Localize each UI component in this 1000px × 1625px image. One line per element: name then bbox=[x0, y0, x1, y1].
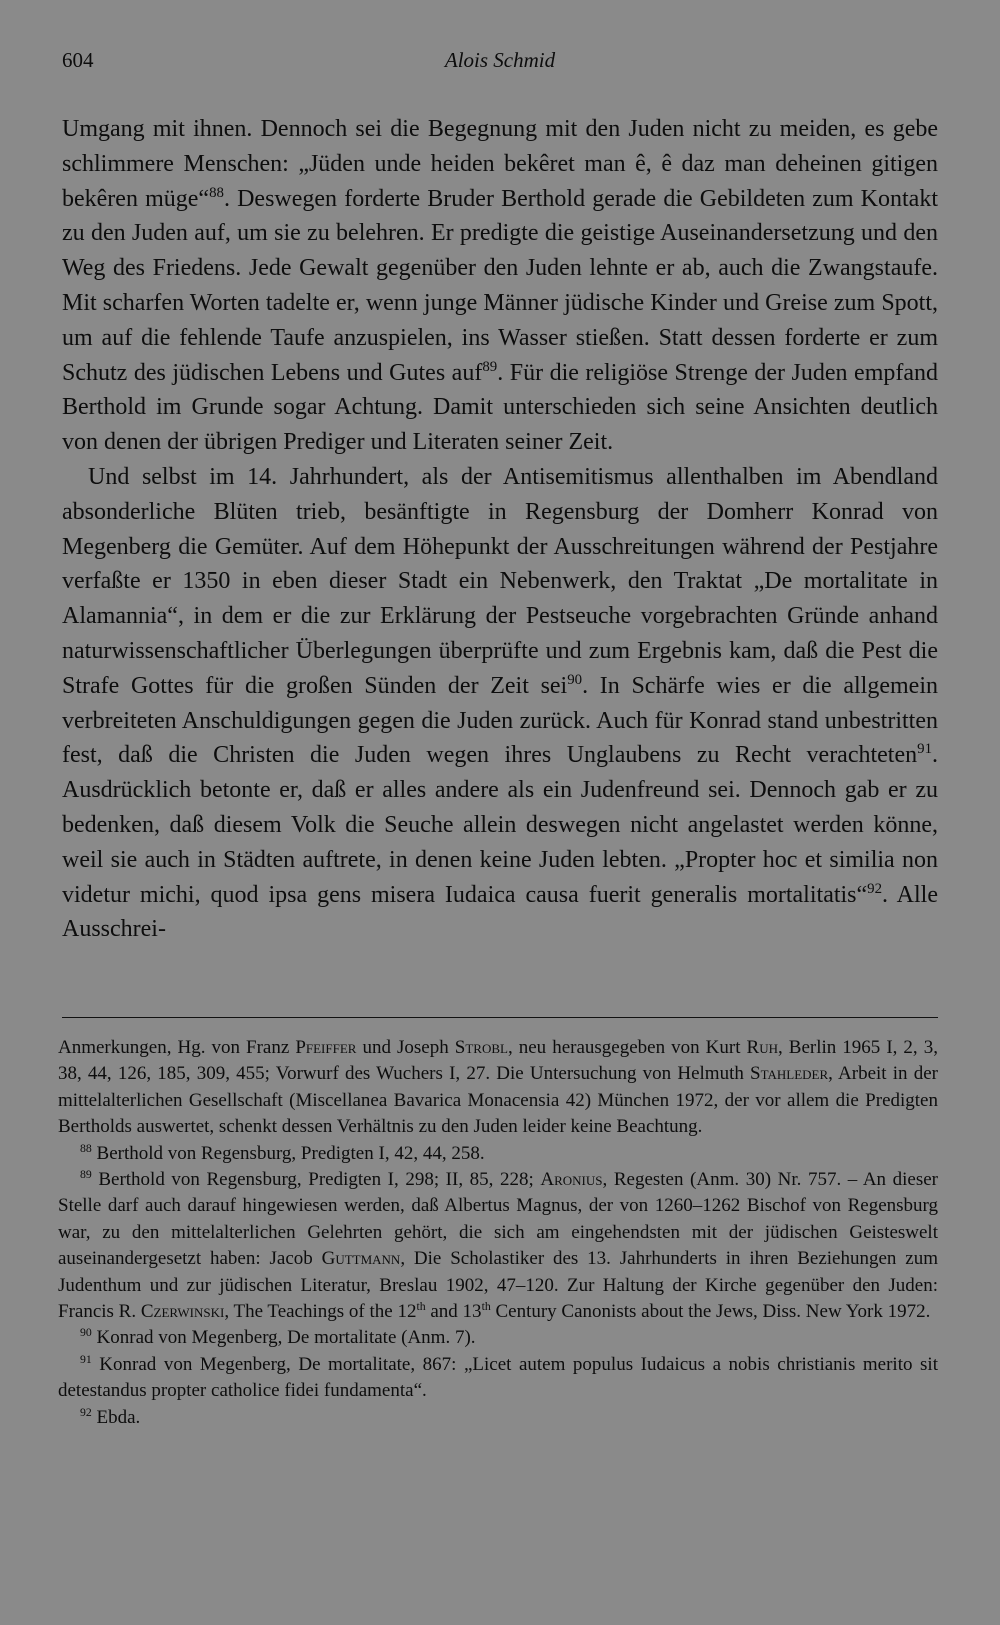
footnote-number: 90 bbox=[80, 1326, 92, 1340]
text-run: Konrad von Megenberg, De mortalitate (Anm. 7). bbox=[91, 1327, 476, 1349]
footnote-continuation bbox=[58, 1035, 938, 1141]
text-run: , Die Scholastiker des 13. Jahrhunderts in ihren Beziehungen zum Judenthum und zur jüdischen Literatur, Breslau 1902, 47–120. Zur Haltung der Kirche gegenüber den Juden: Francis R. bbox=[58, 1248, 938, 1323]
footnote-91 bbox=[58, 1352, 938, 1405]
text-run: Umgang mit ihnen. Dennoch sei die Begegnung mit den Juden nicht zu meiden, es gebe schlimmere Menschen: „Jüden unde heiden bekêret man ê, ê daz man deheinen gitigen bekêren müge“ bbox=[62, 116, 938, 212]
footnote-ref-92: 92 bbox=[867, 880, 883, 897]
page-header bbox=[0, 42, 1000, 82]
text-run: Und selbst im 14. Jahrhundert, als der Antisemitismus allenthalben im Abendland absonderliche Blüten trieb, besänftigte in Regensburg der Domherr Konrad von Megenberg die Gemüter. Auf dem Höhepunkt der Ausschreitungen während der Pestjahre verfaßte er 1350 in eben dieser Stadt ein Nebenwerk, den Traktat „De mortalitate in Alamannia“, in dem er die zur Erklärung der Pestseuche vorgebrachten Gründe anhand naturwissenschaftlicher Überlegungen überprüfte und zum Ergebnis kam, daß die Pest die Strafe Gottes für die großen Sünden der Zeit sei bbox=[62, 463, 938, 699]
running-head: Alois Schmid bbox=[444, 48, 556, 72]
text-run: . Für die religiöse Strenge der Juden empfand Berthold im Grunde sogar Achtung. Damit unterschieden sich seine Ansichten deutlich von denen der übrigen Prediger und Literaten seiner Zeit. bbox=[62, 359, 939, 456]
author-name: Stahleder bbox=[750, 1063, 829, 1085]
text-run: . In Schärfe wies er die allgemein verbreiteten Anschuldigungen gegen die Juden zurück. Auch für Konrad stand unbestritten fest, daß die Christen die Juden wegen ihres Unglaubens zu Recht verachteten bbox=[62, 672, 938, 769]
text-run: und Joseph bbox=[356, 1037, 455, 1058]
author-name: Pfeiffer bbox=[295, 1037, 357, 1058]
footnote-rule bbox=[62, 1017, 938, 1018]
footnote-ref-90: 90 bbox=[567, 671, 583, 688]
footnotes bbox=[58, 1035, 938, 1431]
author-name: Strobl bbox=[454, 1037, 508, 1058]
page-number: 604 bbox=[62, 48, 94, 72]
footnote-number: 92 bbox=[80, 1405, 92, 1419]
text-run: and 13 bbox=[425, 1301, 482, 1323]
text-run: . Deswegen forderte Bruder Berthold gerade die Gebildeten zum Kontakt zu den Juden auf, um sie zu belehren. Er predigte die geistige Auseinandersetzung und den Weg des Friedens. Jede Gewalt gegenüber den Juden lehnte er ab, auch die Zwangstaufe. Mit scharfen Worten tadelte er, wenn junge Männer jüdische Kinder und Greise zum Spott, um auf die fehlende Taufe anzuspielen, ins Wasser stießen. Statt dessen forderte er zum Schutz des jüdischen Lebens und Gutes auf bbox=[62, 185, 939, 386]
text-run: , Regesten (Anm. 30) Nr. 757. – An dieser Stelle darf auch darauf hingewiesen werden, daß Albertus Magnus, der von 1260–1262 Bischof von Regensburg war, zu den mittelalterlichen Gelehrten gehört, die sich am eingehendsten mit der jüdischen Geisteswelt auseinandergesetzt haben: Jacob bbox=[58, 1169, 939, 1270]
text-run: , Arbeit in der mittelalterlichen Gesellschaft (Miscellanea Bavarica Monacensia 42) München 1972, der vor allem die Predigten Bertholds auswertet, schenkt dessen Verhältnis zu den Juden leider keine Beachtung. bbox=[58, 1063, 938, 1138]
text-run: , The Teachings of the 12 bbox=[224, 1301, 417, 1323]
text-run: Berthold von Regensburg, Predigten I, 42, 44, 258. bbox=[91, 1142, 485, 1164]
body-paragraph-1 bbox=[62, 112, 938, 460]
footnote-number: 89 bbox=[80, 1167, 92, 1181]
author-name: Czerwinski bbox=[140, 1301, 225, 1323]
footnote-number: 88 bbox=[80, 1141, 92, 1155]
text-run: Anmerkungen, Hg. von Franz bbox=[58, 1037, 296, 1058]
ordinal-suffix: th bbox=[481, 1300, 491, 1313]
text-run: Century Canonists about the Jews, Diss. New York 1972. bbox=[490, 1301, 931, 1323]
footnote-ref-91: 91 bbox=[917, 741, 932, 758]
text-run: Konrad von Megenberg, De mortalitate, 867: „Licet autem populus Iudaicus a nobis christianis merito sit detestandus propter catholice fidei fundamenta“. bbox=[58, 1353, 938, 1402]
ordinal-suffix: th bbox=[416, 1300, 426, 1313]
footnote-90 bbox=[58, 1325, 938, 1351]
body-paragraph-2 bbox=[62, 460, 938, 947]
text-run: . Ausdrücklich betonte er, daß er alles andere als ein Judenfreund sei. Dennoch gab er zu bedenken, daß diesem Volk die Seuche allein deswegen nicht angelastet werden könne, weil sie auch in Städten auftrete, in denen keine Juden lebten. „Propter hoc et similia non videtur michi, quod ipsa gens misera Iudaica causa fuerit generalis mortalitatis“ bbox=[62, 742, 938, 908]
text-run: , Berlin 1965 I, 2, 3, 38, 44, 126, 185, 309, 455; Vorwurf des Wuchers I, 27. Die Untersuchung von Helmuth bbox=[58, 1037, 938, 1085]
text-run: . Alle Ausschrei- bbox=[62, 881, 938, 943]
footnote-ref-88: 88 bbox=[209, 184, 224, 201]
text-run: Ebda. bbox=[91, 1406, 141, 1428]
footnote-ref-89: 89 bbox=[482, 358, 498, 375]
author-name: Aronius bbox=[540, 1169, 603, 1191]
author-name: Ruh bbox=[746, 1037, 778, 1058]
footnote-number: 91 bbox=[80, 1352, 92, 1366]
author-name: Guttmann bbox=[321, 1248, 401, 1270]
text-run: Berthold von Regensburg, Predigten I, 298; II, 85, 228; bbox=[91, 1169, 541, 1191]
text-run: , neu herausgegeben von Kurt bbox=[507, 1037, 747, 1058]
footnote-92 bbox=[58, 1405, 938, 1431]
footnote-89 bbox=[58, 1167, 938, 1325]
footnote-88 bbox=[58, 1141, 938, 1167]
main-text bbox=[62, 112, 938, 947]
